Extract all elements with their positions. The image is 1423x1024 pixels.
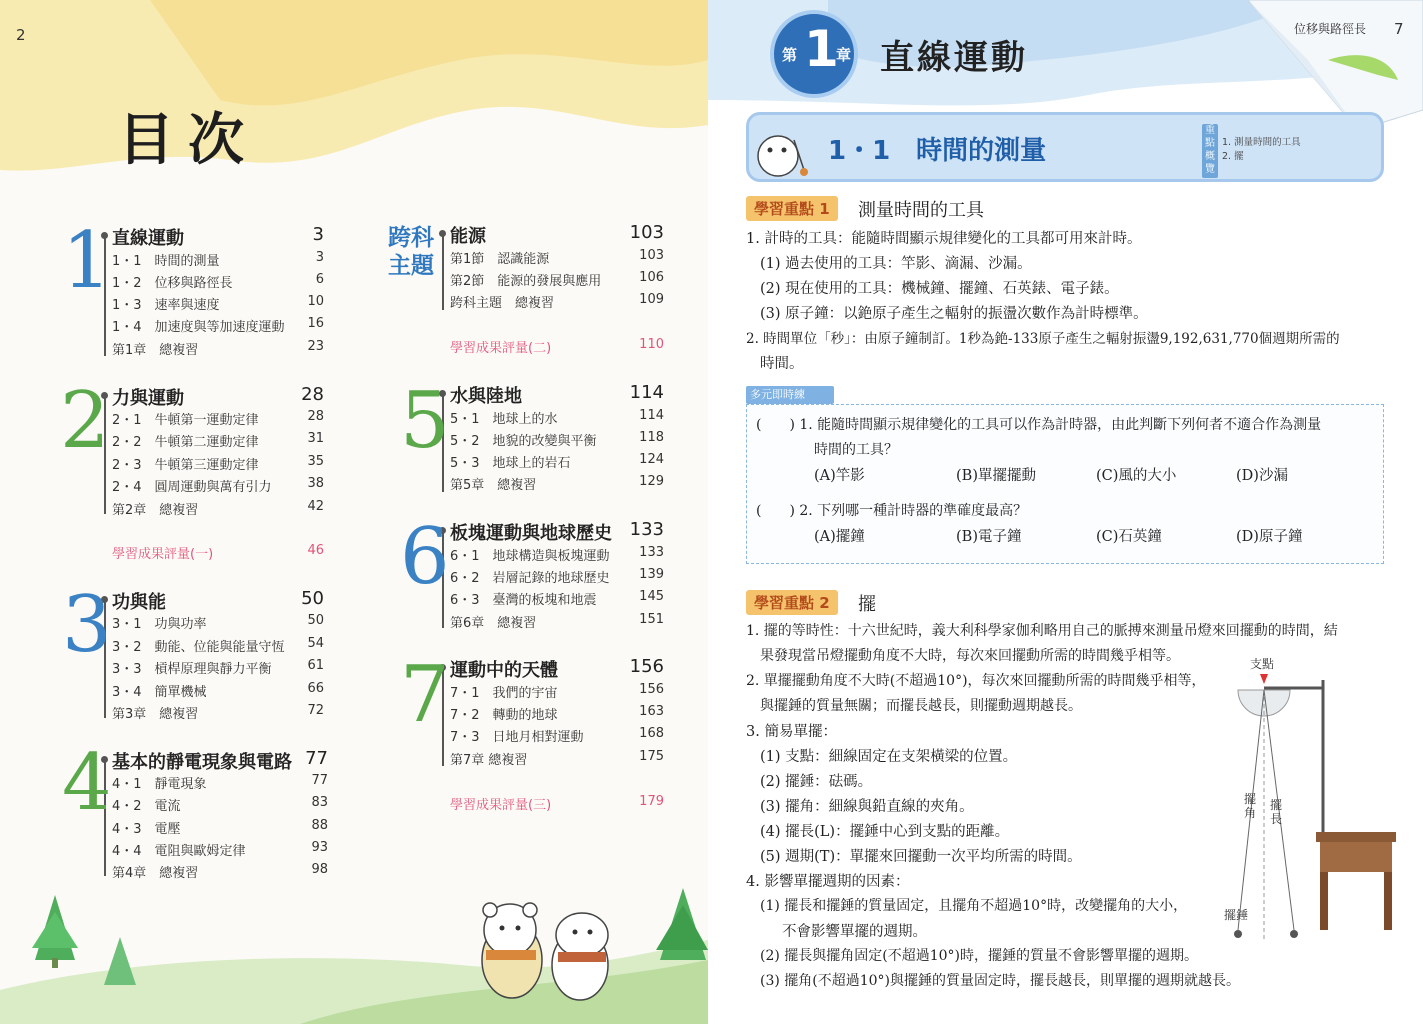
kp2-line: 不會影響單擺的週期。 xyxy=(782,924,927,940)
kp2-line: (3) 擺角：細線與鉛直線的夾角。 xyxy=(760,799,974,815)
overview-item: 1. 測量時間的工具 xyxy=(1222,137,1301,148)
toc-item[interactable]: 4・2 電流 xyxy=(112,799,181,814)
toc-item[interactable]: 1・3 速率與速度 xyxy=(112,298,220,313)
question-1-stem: ( ) 1. 能隨時間顯示規律變化的工具可以作為計時器，由此判斷下列何者不適合作為測量 xyxy=(756,417,1322,433)
toc-item[interactable]: 3・2 動能、位能與能量守恆 xyxy=(112,640,285,655)
mascot-icon xyxy=(748,120,810,180)
kp1-line: (3) 原子鐘：以銫原子產生之輻射的振盪次數作為計時標準。 xyxy=(760,306,1148,322)
toc-item-page: 50 xyxy=(307,613,324,628)
overview-item: 2. 擺 xyxy=(1222,151,1244,162)
toc-item-page: 83 xyxy=(311,795,328,810)
kp2-line: 與擺錘的質量無關；而擺長越長，則擺動週期越長。 xyxy=(760,698,1082,714)
toc-item[interactable]: 第1章 總複習 xyxy=(112,343,199,358)
toc-chapter-title[interactable]: 能源 xyxy=(450,226,486,247)
kp1-line: (2) 現在使用的工具：機械鐘、擺鐘、石英錶、電子錶。 xyxy=(760,281,1119,297)
toc-item-page: 109 xyxy=(639,292,664,307)
toc-chapter-page: 3 xyxy=(312,224,324,245)
question-1-option[interactable]: (C)風的大小 xyxy=(1096,468,1177,484)
overview-label: 重點概覽 xyxy=(1202,124,1218,178)
practice-label: 多元即時練 xyxy=(746,386,834,404)
toc-item-page: 133 xyxy=(639,545,664,560)
toc-item-page: 114 xyxy=(639,408,664,423)
toc-chapter-page: 28 xyxy=(301,384,324,405)
toc-item-page: 54 xyxy=(307,636,324,651)
toc-item-page: 6 xyxy=(315,272,324,287)
toc-item[interactable]: 5・2 地貌的改變與平衡 xyxy=(450,434,597,449)
toc-item[interactable]: 3・3 槓桿原理與靜力平衡 xyxy=(112,662,272,677)
kp1-line: 2. 時間單位「秒」：由原子鐘制訂。1秒為銫-133原子產生之輻射振盪9,192,631,770個週期所需的 xyxy=(746,331,1340,347)
toc-item[interactable]: 1・1 時間的測量 xyxy=(112,254,220,269)
toc-item-page: 151 xyxy=(639,612,664,627)
toc-item[interactable]: 6・3 臺灣的板塊和地震 xyxy=(450,593,597,608)
toc-item[interactable]: 第6章 總複習 xyxy=(450,616,537,631)
toc-item[interactable]: 第2節 能源的發展與應用 xyxy=(450,274,602,289)
toc-item-page: 129 xyxy=(639,474,664,489)
diagram-bob-label: 擺錘 xyxy=(1224,908,1249,922)
diagram-pivot-label: 支點 xyxy=(1250,657,1275,671)
diagram-length-label: 擺長 xyxy=(1270,798,1283,826)
chapter-number-2: 2 xyxy=(60,376,110,466)
toc-item[interactable]: 2・2 牛頓第二運動定律 xyxy=(112,435,259,450)
kp2-line: 3. 簡易單擺： xyxy=(746,724,837,740)
toc-chapter-page: 133 xyxy=(629,519,664,540)
toc-item-page: 72 xyxy=(307,703,324,718)
kp2-line: 4. 影響單擺週期的因素： xyxy=(746,874,910,890)
chapter-badge-suffix: 章 xyxy=(836,46,852,64)
question-1-stem-cont: 時間的工具？ xyxy=(814,442,898,458)
toc-item-page: 156 xyxy=(639,682,664,697)
toc-item[interactable]: 4・3 電壓 xyxy=(112,822,181,837)
chapter-number-7: 7 xyxy=(400,650,450,740)
chapter-badge-prefix: 第 xyxy=(782,46,798,64)
toc-item[interactable]: 1・2 位移與路徑長 xyxy=(112,276,233,291)
question-1-option[interactable]: (D)沙漏 xyxy=(1236,468,1288,484)
toc-item-page: 61 xyxy=(307,658,324,673)
chapter-kua-line xyxy=(442,234,444,310)
chapter-number-1: 1 xyxy=(62,216,112,306)
toc-chapter-title[interactable]: 基本的靜電現象與電路 xyxy=(112,752,292,773)
toc-chapter-title[interactable]: 力與運動 xyxy=(112,388,184,409)
kp1-line: (1) 過去使用的工具：竿影、滴漏、沙漏。 xyxy=(760,256,1032,272)
toc-item-page: 145 xyxy=(639,589,664,604)
key-point-2-title: 擺 xyxy=(858,594,876,615)
kp2-line: (2) 擺錘：砝碼。 xyxy=(760,774,873,790)
toc-item-page: 3 xyxy=(315,250,324,265)
key-point-2-tag: 學習重點 2 xyxy=(746,590,838,615)
kp2-line: 2. 單擺擺動角度不大時(不超過10°)，每次來回擺動所需的時間幾乎相等， xyxy=(746,673,1206,689)
chapter-number-3: 3 xyxy=(62,580,112,670)
toc-item[interactable]: 7・3 日地月相對運動 xyxy=(450,730,584,745)
toc-item-page: 98 xyxy=(311,862,328,877)
toc-item-page: 93 xyxy=(311,840,328,855)
chapter-number-6: 6 xyxy=(400,512,450,602)
toc-chapter-page: 50 xyxy=(301,588,324,609)
toc-item-page: 175 xyxy=(639,749,664,764)
toc-chapter-page: 156 xyxy=(629,656,664,677)
evaluation-page-1: 46 xyxy=(307,543,324,558)
chapter-badge xyxy=(770,10,858,98)
toc-item-page: 106 xyxy=(639,270,664,285)
kp2-line: (2) 擺長與擺角固定(不超過10°)時，擺錘的質量不會影響單擺的週期。 xyxy=(760,948,1199,964)
chapter-number-5: 5 xyxy=(400,376,450,466)
key-point-1-tag: 學習重點 1 xyxy=(746,196,838,221)
toc-item-page: 168 xyxy=(639,726,664,741)
question-1-option[interactable]: (A)竿影 xyxy=(814,468,865,484)
kp2-line: 果發現當吊燈擺動角度不大時，每次來回擺動所需的時間幾乎相等。 xyxy=(760,648,1180,664)
toc-item[interactable]: 第3章 總複習 xyxy=(112,707,199,722)
toc-item-page: 35 xyxy=(307,454,324,469)
toc-item-page: 118 xyxy=(639,430,664,445)
toc-item[interactable]: 6・1 地球構造與板塊運動 xyxy=(450,549,610,564)
toc-chapter-title[interactable]: 功與能 xyxy=(112,592,166,613)
toc-item[interactable]: 第5章 總複習 xyxy=(450,478,537,493)
toc-chapter-title[interactable]: 水與陸地 xyxy=(450,386,522,407)
toc-chapter-page: 114 xyxy=(629,382,664,403)
toc-item[interactable]: 5・1 地球上的水 xyxy=(450,412,558,427)
section-title: 1・1 時間的測量 xyxy=(828,136,1047,166)
toc-item[interactable]: 1・4 加速度與等加速度運動 xyxy=(112,320,285,335)
page-number-left: 2 xyxy=(16,26,26,44)
toc-item[interactable]: 3・4 簡單機械 xyxy=(112,685,207,700)
toc-item-page: 66 xyxy=(307,681,324,696)
corner-running-title: 位移與路徑長 xyxy=(1294,22,1367,36)
toc-chapter-title[interactable]: 直線運動 xyxy=(112,228,184,249)
toc-item[interactable]: 5・3 地球上的岩石 xyxy=(450,456,571,471)
toc-item[interactable]: 2・1 牛頓第一運動定律 xyxy=(112,413,259,428)
right-page xyxy=(708,0,1423,1024)
kp2-line: (1) 擺長和擺錘的質量固定，且擺角不超過10°時，改變擺角的大小， xyxy=(760,898,1188,914)
question-2-option[interactable]: (B)電子鐘 xyxy=(956,529,1022,545)
evaluation-page-3: 179 xyxy=(639,794,664,809)
left-page xyxy=(0,0,708,1024)
toc-item-page: 163 xyxy=(639,704,664,719)
toc-chapter-title[interactable]: 運動中的天體 xyxy=(450,660,558,681)
diagram-angle-label: 擺角 xyxy=(1244,792,1257,820)
kp2-line: (5) 週期(T)：單擺來回擺動一次平均所需的時間。 xyxy=(760,849,1082,865)
toc-item[interactable]: 第2章 總複習 xyxy=(112,503,199,518)
toc-item-page: 31 xyxy=(307,431,324,446)
toc-chapter-title[interactable]: 板塊運動與地球歷史 xyxy=(450,523,612,544)
toc-item-page: 139 xyxy=(639,567,664,582)
chapter-number-4: 4 xyxy=(62,738,112,828)
toc-item-page: 88 xyxy=(311,818,328,833)
key-point-1-title: 測量時間的工具 xyxy=(858,200,984,221)
evaluation-page-2: 110 xyxy=(639,337,664,352)
toc-item-page: 124 xyxy=(639,452,664,467)
toc-item-page: 103 xyxy=(639,248,664,263)
kp2-line: (4) 擺長(L)：擺錘中心到支點的距離。 xyxy=(760,824,1010,840)
toc-item-page: 10 xyxy=(307,294,324,309)
toc-item[interactable]: 6・2 岩層記錄的地球歷史 xyxy=(450,571,610,586)
question-1-option[interactable]: (B)單擺擺動 xyxy=(956,468,1036,484)
kp2-line: (3) 擺角(不超過10°)與擺錘的質量固定時，擺長越長，則單擺的週期就越長。 xyxy=(760,973,1241,989)
toc-item[interactable]: 3・1 功與功率 xyxy=(112,617,207,632)
toc-item[interactable]: 2・3 牛頓第三運動定律 xyxy=(112,458,259,473)
toc-item-page: 28 xyxy=(307,409,324,424)
toc-item[interactable]: 4・4 電阻與歐姆定律 xyxy=(112,844,246,859)
evaluation-link-1[interactable]: 學習成果評量(一) xyxy=(112,547,214,562)
toc-item[interactable]: 第4章 總複習 xyxy=(112,866,199,881)
chapter-dot xyxy=(439,230,446,237)
chapter-title: 直線運動 xyxy=(880,38,1028,78)
chapter-badge-number: 1 xyxy=(804,20,839,78)
question-2-stem: ( ) 2. 下列哪一種計時器的準確度最高？ xyxy=(756,503,1028,519)
page-number-right: 7 xyxy=(1394,20,1404,38)
kp1-line: 時間。 xyxy=(760,356,804,372)
toc-item[interactable]: 第7章 總複習 xyxy=(450,753,528,768)
evaluation-link-2[interactable]: 學習成果評量(二) xyxy=(450,341,552,356)
question-2-option[interactable]: (D)原子鐘 xyxy=(1236,529,1303,545)
pendulum-diagram xyxy=(1208,650,1418,950)
kp2-line: 1. 擺的等時性：十六世紀時，義大利科學家伽利略用自己的脈搏來測量吊燈來回擺動的時間，結 xyxy=(746,623,1338,639)
chapter-number-kua: 跨科主題 xyxy=(388,224,434,279)
toc-item[interactable]: 4・1 靜電現象 xyxy=(112,777,207,792)
left-page-background xyxy=(0,0,708,1024)
toc-item[interactable]: 第1節 認識能源 xyxy=(450,252,550,267)
toc-item[interactable]: 2・4 圓周運動與萬有引力 xyxy=(112,480,272,495)
toc-item[interactable]: 跨科主題 總複習 xyxy=(450,296,555,311)
toc-item-page: 38 xyxy=(307,476,324,491)
evaluation-link-3[interactable]: 學習成果評量(三) xyxy=(450,798,552,813)
toc-item[interactable]: 7・2 轉動的地球 xyxy=(450,708,558,723)
kp1-line: 1. 計時的工具：能隨時間顯示規律變化的工具都可用來計時。 xyxy=(746,231,1142,247)
kp2-line: (1) 支點：細線固定在支架橫梁的位置。 xyxy=(760,749,1018,765)
toc-item-page: 16 xyxy=(307,316,324,331)
toc-item-page: 42 xyxy=(307,499,324,514)
question-2-option[interactable]: (C)石英鐘 xyxy=(1096,529,1162,545)
toc-chapter-page: 103 xyxy=(629,222,664,243)
toc-title: 目次 xyxy=(118,108,258,173)
toc-item-page: 23 xyxy=(307,339,324,354)
toc-chapter-page: 77 xyxy=(305,748,328,769)
toc-item[interactable]: 7・1 我們的宇宙 xyxy=(450,686,558,701)
question-2-option[interactable]: (A)擺鐘 xyxy=(814,529,865,545)
toc-item-page: 77 xyxy=(311,773,328,788)
